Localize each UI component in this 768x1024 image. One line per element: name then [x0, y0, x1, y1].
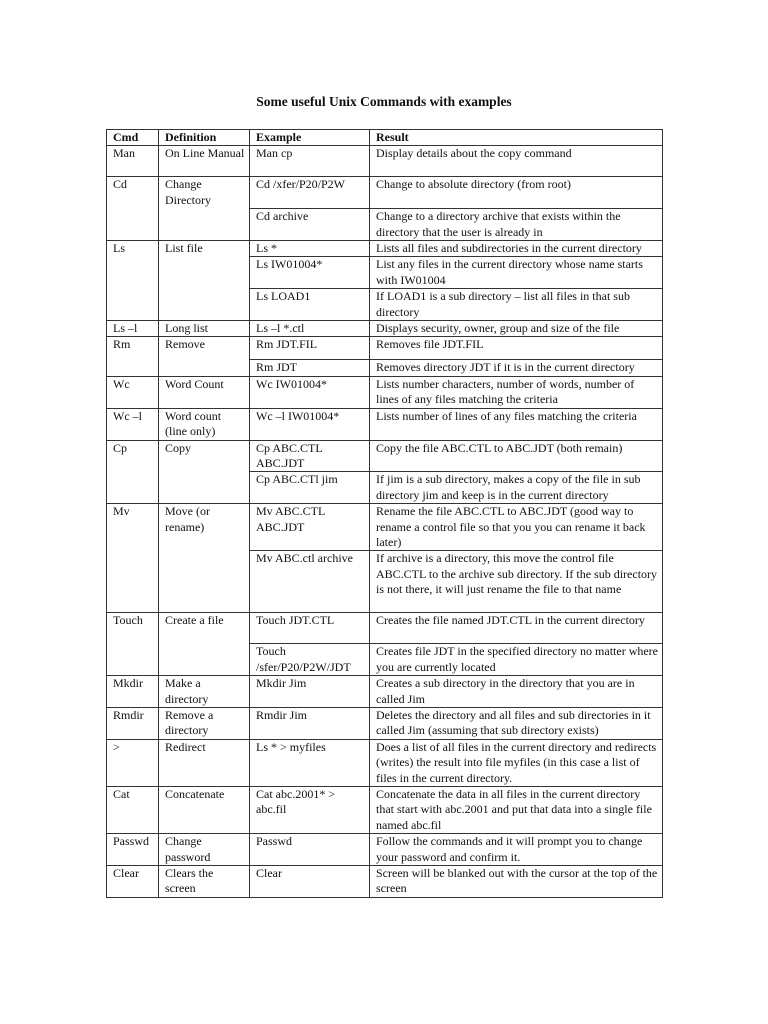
cell-example: Ls * [250, 241, 370, 257]
cell-cmd: Cat [107, 787, 159, 834]
commands-table [106, 129, 663, 898]
cell-definition: Concatenate [159, 787, 250, 834]
cell-cmd: Passwd [107, 834, 159, 866]
cell-definition: Clears the screen [159, 866, 250, 898]
cell-example: Rmdir Jim [250, 707, 370, 739]
cell-cmd [107, 257, 159, 289]
cell-example: Cp ABC.CTL ABC.JDT [250, 440, 370, 472]
cell-example: Touch JDT.CTL [250, 613, 370, 644]
table-row [107, 337, 663, 360]
cell-result: Removes file JDT.FIL [370, 337, 663, 360]
table-row [107, 676, 663, 708]
header-cmd: Cmd [107, 130, 159, 146]
cell-definition: Remove a directory [159, 707, 250, 739]
cell-example: Wc IW01004* [250, 376, 370, 408]
cell-definition: Redirect [159, 739, 250, 786]
table-row [107, 707, 663, 739]
table-row [107, 472, 663, 504]
cell-result: Creates a sub directory in the directory that you are in called Jim [370, 676, 663, 708]
table-row [107, 787, 663, 834]
table-row [107, 257, 663, 289]
cell-definition: Change Directory [159, 177, 250, 209]
cell-cmd [107, 360, 159, 376]
cell-example: Cd archive [250, 209, 370, 241]
table-row [107, 241, 663, 257]
cell-example: Ls LOAD1 [250, 289, 370, 321]
cell-cmd: Mkdir [107, 676, 159, 708]
cell-example: Cd /xfer/P20/P2W [250, 177, 370, 209]
cell-definition [159, 551, 250, 613]
header-definition: Definition [159, 130, 250, 146]
cell-definition: Long list [159, 321, 250, 337]
cell-result: Lists number of lines of any files matching the criteria [370, 408, 663, 440]
cell-example: Rm JDT.FIL [250, 337, 370, 360]
header-example: Example [250, 130, 370, 146]
cell-result: Lists number characters, number of words, number of lines of any files matching the criteria [370, 376, 663, 408]
cell-example: Mv ABC.ctl archive [250, 551, 370, 613]
cell-example: Cp ABC.CTl jim [250, 472, 370, 504]
cell-example: Mv ABC.CTL ABC.JDT [250, 504, 370, 551]
cell-result: If archive is a directory, this move the control file ABC.CTL to the archive sub directory. If the sub directory is not there, it will just rename the file to that name [370, 551, 663, 613]
table-row [107, 321, 663, 337]
cell-result: Displays security, owner, group and size of the file [370, 321, 663, 337]
cell-cmd: Man [107, 146, 159, 177]
cell-cmd: Rmdir [107, 707, 159, 739]
table-row [107, 866, 663, 898]
cell-definition: Change password [159, 834, 250, 866]
table-row [107, 504, 663, 551]
cell-cmd: Ls –l [107, 321, 159, 337]
cell-definition: Make a directory [159, 676, 250, 708]
cell-cmd: Wc –l [107, 408, 159, 440]
cell-example: Ls IW01004* [250, 257, 370, 289]
cell-result: If LOAD1 is a sub directory – list all files in that sub directory [370, 289, 663, 321]
cell-cmd: Wc [107, 376, 159, 408]
cell-example: Ls –l *.ctl [250, 321, 370, 337]
cell-result: Creates the file named JDT.CTL in the current directory [370, 613, 663, 644]
cell-cmd: Touch [107, 613, 159, 644]
cell-result: List any files in the current directory whose name starts with IW01004 [370, 257, 663, 289]
cell-cmd: Cp [107, 440, 159, 472]
cell-definition [159, 289, 250, 321]
cell-example: Clear [250, 866, 370, 898]
cell-definition: Word count (line only) [159, 408, 250, 440]
cell-definition [159, 257, 250, 289]
table-row [107, 408, 663, 440]
cell-result: Concatenate the data in all files in the current directory that start with abc.2001 and put that data into a single file named abc.fil [370, 787, 663, 834]
table-row [107, 613, 663, 644]
table-row [107, 177, 663, 209]
cell-example: Touch /sfer/P20/P2W/JDT [250, 644, 370, 676]
table-row [107, 834, 663, 866]
cell-result: Lists all files and subdirectories in the current directory [370, 241, 663, 257]
cell-cmd [107, 644, 159, 676]
cell-example: Wc –l IW01004* [250, 408, 370, 440]
table-row [107, 644, 663, 676]
table-row [107, 360, 663, 376]
cell-result: Screen will be blanked out with the cursor at the top of the screen [370, 866, 663, 898]
table-row [107, 376, 663, 408]
table-row [107, 551, 663, 613]
table-row [107, 209, 663, 241]
cell-result: Rename the file ABC.CTL to ABC.JDT (good way to rename a control file so that you you can rename it back later) [370, 504, 663, 551]
cell-cmd: Cd [107, 177, 159, 209]
table-row [107, 146, 663, 177]
cell-definition: On Line Manual [159, 146, 250, 177]
cell-result: Follow the commands and it will prompt you to change your password and confirm it. [370, 834, 663, 866]
cell-result: Change to a directory archive that exists within the directory that the user is already in [370, 209, 663, 241]
cell-definition [159, 209, 250, 241]
table-row [107, 289, 663, 321]
cell-result: Removes directory JDT if it is in the current directory [370, 360, 663, 376]
cell-example: Cat abc.2001* > abc.fil [250, 787, 370, 834]
cell-result: Does a list of all files in the current directory and redirects (writes) the result into file myfiles (in this case a list of files in the current directory. [370, 739, 663, 786]
cell-example: Passwd [250, 834, 370, 866]
page-title: Some useful Unix Commands with examples [256, 94, 512, 109]
cell-cmd: Mv [107, 504, 159, 551]
cell-definition: Remove [159, 337, 250, 360]
cell-cmd: > [107, 739, 159, 786]
cell-cmd [107, 472, 159, 504]
cell-result: Display details about the copy command [370, 146, 663, 177]
cell-cmd [107, 289, 159, 321]
cell-definition [159, 360, 250, 376]
cell-result: Deletes the directory and all files and sub directories in it called Jim (assuming that sub directory exists) [370, 707, 663, 739]
cell-example: Mkdir Jim [250, 676, 370, 708]
cell-cmd [107, 551, 159, 613]
cell-result: Copy the file ABC.CTL to ABC.JDT (both remain) [370, 440, 663, 472]
cell-result: Creates file JDT in the specified directory no matter where you are currently located [370, 644, 663, 676]
cell-definition [159, 472, 250, 504]
cell-cmd: Ls [107, 241, 159, 257]
table-row [107, 739, 663, 786]
cell-cmd: Rm [107, 337, 159, 360]
table-header-row [107, 130, 663, 146]
cell-result: If jim is a sub directory, makes a copy of the file in sub directory jim and keep is in the current directory [370, 472, 663, 504]
cell-definition: Create a file [159, 613, 250, 644]
cell-example: Man cp [250, 146, 370, 177]
cell-result: Change to absolute directory (from root) [370, 177, 663, 209]
cell-cmd [107, 209, 159, 241]
cell-definition: Move (or rename) [159, 504, 250, 551]
cell-cmd: Clear [107, 866, 159, 898]
cell-definition: List file [159, 241, 250, 257]
cell-example: Ls * > myfiles [250, 739, 370, 786]
header-result: Result [370, 130, 663, 146]
table-row [107, 440, 663, 472]
cell-definition: Word Count [159, 376, 250, 408]
cell-definition: Copy [159, 440, 250, 472]
cell-definition [159, 644, 250, 676]
cell-example: Rm JDT [250, 360, 370, 376]
